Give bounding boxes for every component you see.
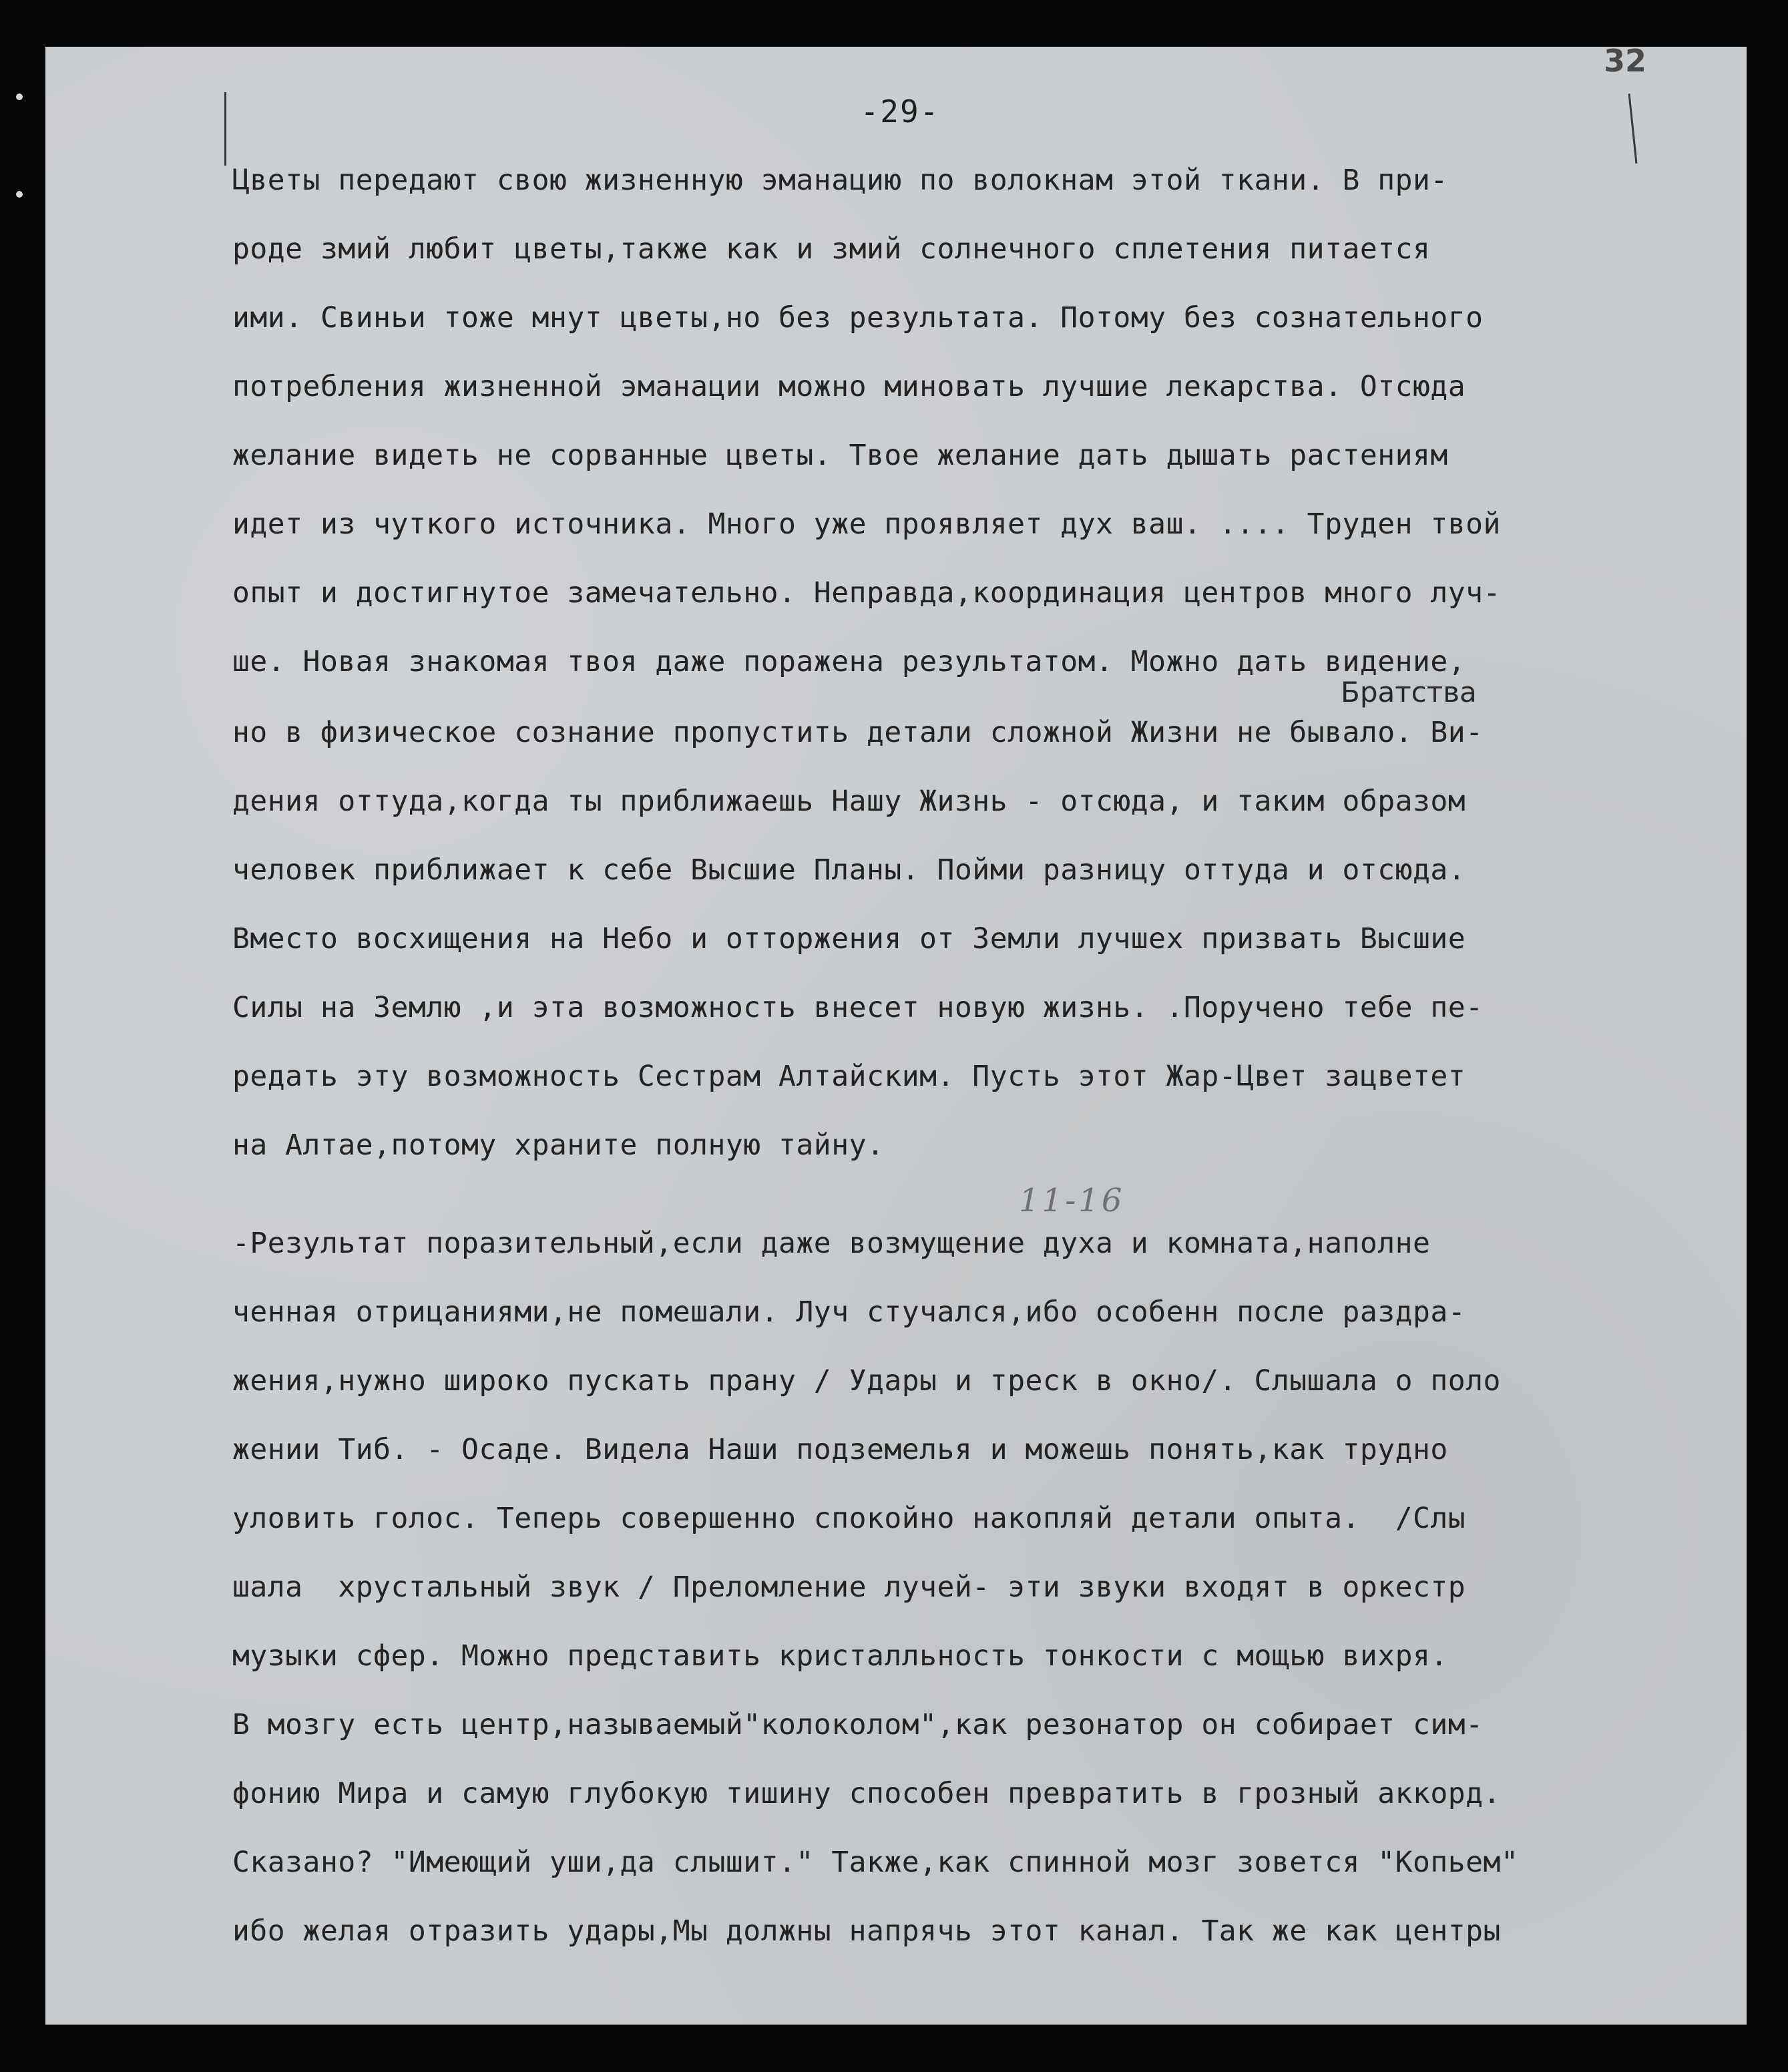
text-line: но в физическое сознание пропустить детали сложной Жизни не бывало. Ви- <box>232 716 1484 749</box>
text-line: опыт и достигнутое замечательно. Неправда,координация центров много луч- <box>232 576 1501 610</box>
text-line: музыки сфер. Можно представить кристалльность тонкости с мощью вихря. <box>232 1639 1448 1673</box>
text-line: ченная отрицаниями,не помешали. Луч стучался,ибо особенн после раздра- <box>232 1295 1466 1329</box>
text-line: редать эту возможность Сестрам Алтайским. Пусть этот Жар-Цвет зацветет <box>232 1060 1466 1093</box>
scan-speck <box>16 191 23 198</box>
right-margin-mark <box>1628 93 1638 164</box>
handwritten-note: 11-16 <box>1019 1182 1125 1219</box>
text-line: -Результат поразительный,если даже возмущение духа и комната,наполне <box>232 1227 1431 1260</box>
scan-speck <box>16 93 23 100</box>
text-line: Силы на Землю ,и эта возможность внесет новую жизнь. .Поручено тебе пе- <box>232 991 1484 1024</box>
text-line: идет из чуткого источника. Много уже проявляет дух ваш. .... Труден твой <box>232 507 1501 541</box>
text-line: В мозгу есть центр,называемый"колоколом",как резонатор он собирает сим- <box>232 1708 1484 1741</box>
typed-page <box>45 47 1747 2025</box>
text-line: фонию Мира и самую глубокую тишину способен превратить в грозный аккорд. <box>232 1777 1501 1810</box>
text-line: потребления жизненной эманации можно миновать лучшие лекарства. Отсюда <box>232 370 1466 403</box>
text-line: ше. Новая знакомая твоя даже поражена результатом. Можно дать видение, <box>232 645 1466 678</box>
page-number: -29- <box>860 93 940 130</box>
left-margin-mark <box>224 92 226 166</box>
text-line: желание видеть не сорванные цветы. Твое желание дать дышать растениям <box>232 439 1448 472</box>
text-line: уловить голос. Теперь совершенно спокойно накопляй детали опыта. /Слы <box>232 1502 1466 1535</box>
text-line: жении Тиб. - Осаде. Видела Наши подземелья и можешь понять,как трудно <box>232 1433 1448 1466</box>
text-line: Цветы передают свою жизненную эманацию по волокнам этой ткани. В при- <box>232 164 1448 197</box>
text-line: человек приближает к себе Высшие Планы. Пойми разницу оттуда и отсюда. <box>232 853 1466 887</box>
text-line: роде змий любит цветы,также как и змий солнечного сплетения питается <box>232 232 1431 266</box>
text-line: шала хрустальный звук / Преломление лучей- эти звуки входят в оркестр <box>232 1571 1466 1604</box>
text-line: Вместо восхищения на Небо и отторжения от Земли лучшеx призвать Высшие <box>232 922 1466 956</box>
text-line: жения,нужно широко пускать прану / Удары и треск в окно/. Слышала о поло <box>232 1364 1501 1398</box>
handwritten-insertion: Братства <box>1341 676 1477 708</box>
text-line: Сказано? "Имеющий уши,да слышит." Также,как спинной мозг зовется "Копьем" <box>232 1846 1519 1879</box>
text-line: на Алтае,потому храните полную тайну. <box>232 1128 885 1162</box>
text-line: ими. Свиньи тоже мнут цветы,но без результата. Потому без сознательного <box>232 301 1484 335</box>
archive-number: 32 <box>1604 43 1647 79</box>
text-line: дения оттуда,когда ты приближаешь Нашу Жизнь - отсюда, и таким образом <box>232 785 1466 818</box>
text-line: ибо желая отразить удары,Мы должны напрячь этот канал. Так же как центры <box>232 1914 1501 1948</box>
